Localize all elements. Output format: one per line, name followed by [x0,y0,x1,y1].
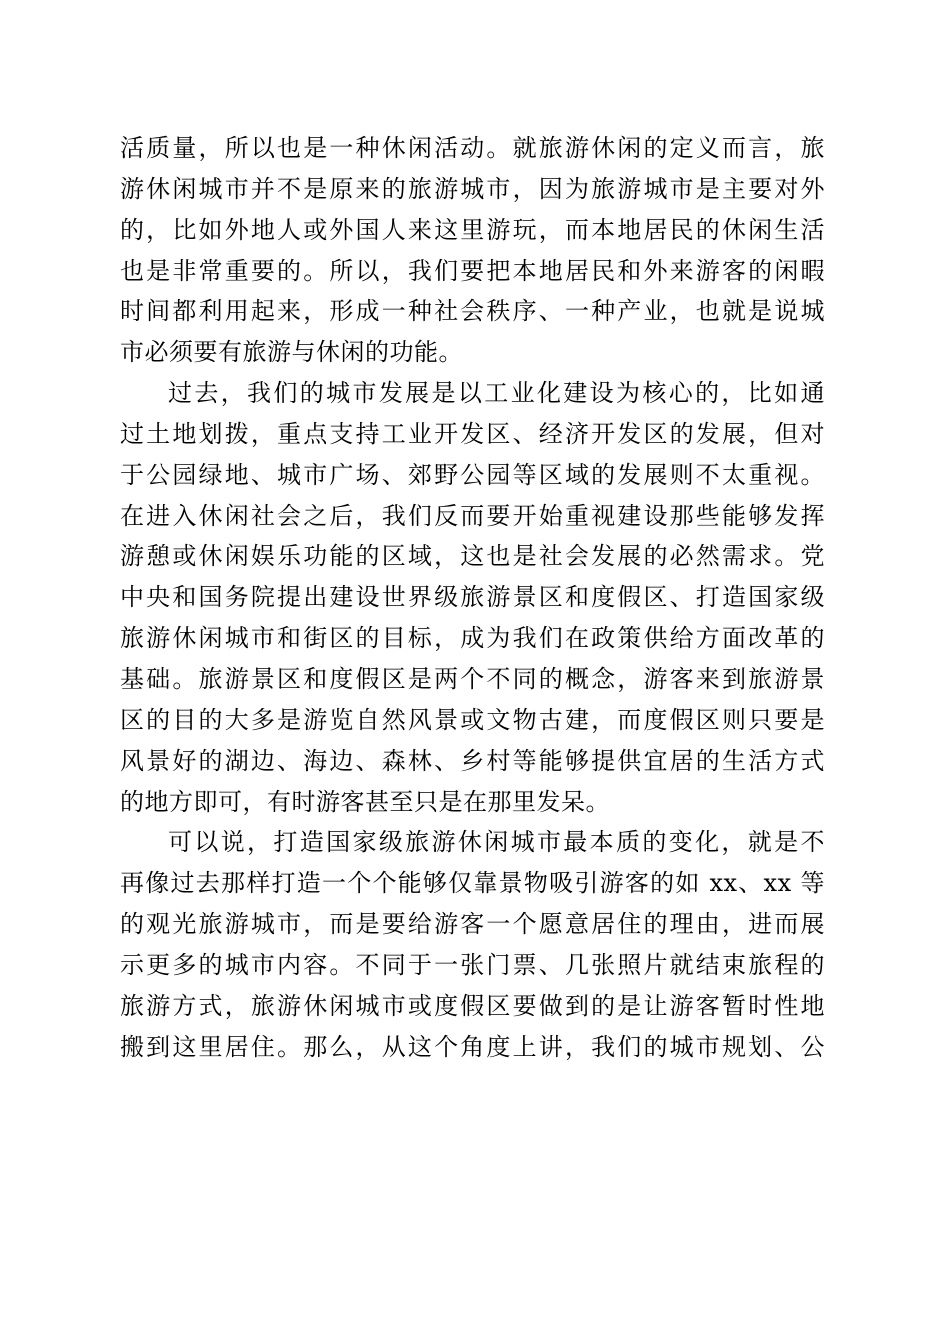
paragraph-3-line-5: 旅游方式，旅游休闲城市或度假区要做到的是让游客暂时性地 [120,991,825,1020]
paragraph-3-line-1: 可以说，打造国家级旅游休闲城市最本质的变化，就是不 [168,828,825,857]
paragraph-2-line-10: 风景好的湖边、海边、森林、乡村等能够提供宜居的生活方式 [120,746,825,775]
paragraph-3-line-4: 示更多的城市内容。不同于一张门票、几张照片就结束旅程的 [120,950,825,979]
paragraph-1-line-5: 时间都利用起来，形成一种社会秩序、一种产业，也就是说城 [120,297,825,326]
paragraph-2-line-8: 基础。旅游景区和度假区是两个不同的概念，游客来到旅游景 [120,664,825,693]
paragraph-2-line-6: 中央和国务院提出建设世界级旅游景区和度假区、打造国家级 [120,583,825,612]
paragraph-3-line-2: 再像过去那样打造一个个能够仅靠景物吸引游客的如 xx、xx 等 [120,869,825,898]
paragraph-2-line-9: 区的目的大多是游览自然风景或文物古建，而度假区则只要是 [120,705,825,734]
paragraph-1-line-2: 游休闲城市并不是原来的旅游城市，因为旅游城市是主要对外 [120,174,825,203]
paragraph-1-line-1: 活质量，所以也是一种休闲活动。就旅游休闲的定义而言，旅 [120,134,825,162]
paragraph-2-line-1: 过去，我们的城市发展是以工业化建设为核心的，比如通 [168,379,825,408]
paragraph-3-line-6: 搬到这里居住。那么，从这个角度上讲，我们的城市规划、公 [120,1032,825,1061]
paragraph-1-line-4: 也是非常重要的。所以，我们要把本地居民和外来游客的闲暇 [120,256,825,285]
paragraph-1-line-6: 市必须要有旅游与休闲的功能。 [120,338,463,367]
paragraph-1-line-3: 的，比如外地人或外国人来这里游玩，而本地居民的休闲生活 [120,215,825,244]
paragraph-2-line-11: 的地方即可，有时游客甚至只是在那里发呆。 [120,787,610,816]
paragraph-2-line-2: 过土地划拨，重点支持工业开发区、经济开发区的发展，但对 [120,419,825,448]
paragraph-2-line-3: 于公园绿地、城市广场、郊野公园等区域的发展则不太重视。 [120,460,825,489]
paragraph-3-line-3: 的观光旅游城市，而是要给游客一个愿意居住的理由，进而展 [120,910,825,939]
paragraph-2-line-7: 旅游休闲城市和街区的目标，成为我们在政策供给方面改革的 [120,624,825,653]
paragraph-2-line-4: 在进入休闲社会之后，我们反而要开始重视建设那些能够发挥 [120,501,825,530]
paragraph-2-line-5: 游憩或休闲娱乐功能的区域，这也是社会发展的必然需求。党 [120,542,825,571]
document-body [120,128,825,1067]
